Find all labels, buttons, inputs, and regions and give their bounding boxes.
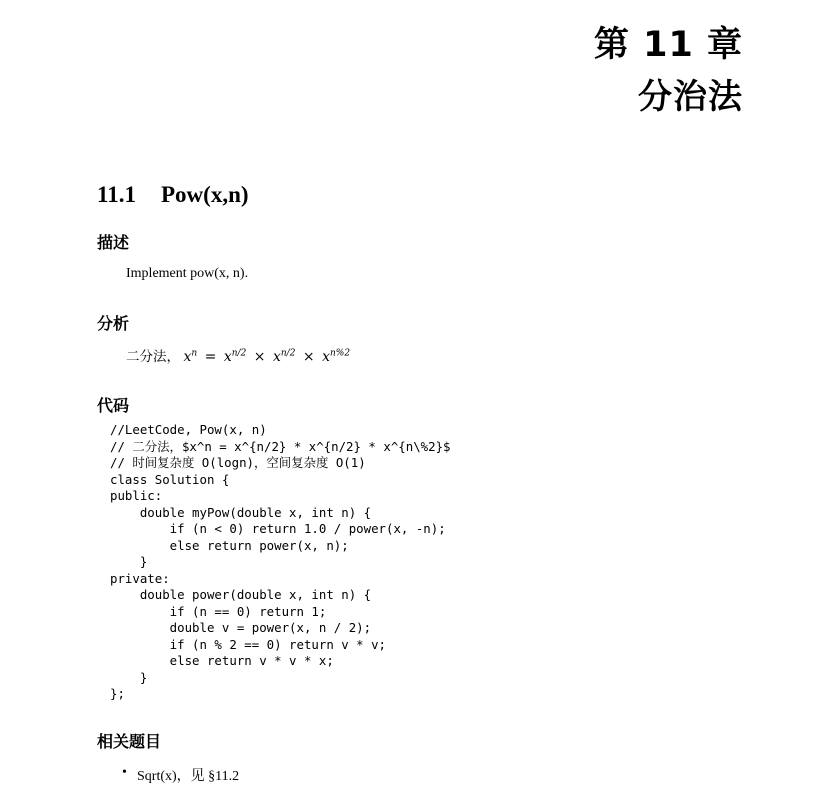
code-line: if (n == 0) return 1; [110, 603, 327, 619]
code-line: public: [110, 488, 163, 503]
code-line: else return power(x, n); [110, 537, 349, 553]
code-line: else return v * v * x; [110, 653, 334, 668]
section-heading [97, 182, 249, 208]
code-line: }; [110, 686, 125, 701]
code-heading: 代码 [97, 396, 130, 415]
code-line: double myPow(double x, int n) { [110, 504, 372, 520]
description-heading: 描述 [97, 233, 130, 252]
code-line: //LeetCode, Pow(x, n) [110, 422, 267, 437]
section-number: 11.1 [97, 182, 136, 207]
code-line: class Solution { [110, 471, 230, 487]
chapter-title: 分治法 [638, 77, 743, 117]
code-line: double power(double x, int n) { [110, 587, 372, 602]
analysis-prefix: 二分法， [126, 349, 180, 365]
code-line: // 二分法，$x^n = x^{n/2} * x^{n/2} * x^{n\%2}$ [110, 438, 451, 454]
code-line: // 时间复杂度 O(logn)，空间复杂度 O(1) [110, 455, 366, 470]
chapter-number: 第 11 章 [593, 25, 743, 65]
code-line: } [110, 669, 148, 685]
bullet-icon: • [122, 765, 127, 780]
code-line: if (n % 2 == 0) return v * v; [110, 636, 387, 652]
related-item-link[interactable]: Sqrt(x)，见 §11.2 [137, 769, 240, 784]
code-line: double v = power(x, n / 2); [110, 620, 372, 635]
chapter-heading [593, 25, 743, 117]
description-text: Implement pow(x, n). [126, 266, 249, 281]
code-line: if (n < 0) return 1.0 / power(x, -n); [110, 521, 446, 536]
section-title: Pow(x,n) [161, 182, 249, 207]
analysis-heading: 分析 [97, 314, 130, 333]
analysis-text [126, 345, 350, 366]
analysis-formula: $x^n = x^{n/2} \times x^{n/2} \times x^{n\%2}$ [183, 348, 351, 365]
related-list [122, 765, 239, 785]
code-line: } [110, 554, 148, 569]
list-item [122, 765, 239, 785]
code-line: private: [110, 570, 170, 586]
related-heading: 相关题目 [97, 732, 162, 751]
code-block [110, 422, 451, 703]
